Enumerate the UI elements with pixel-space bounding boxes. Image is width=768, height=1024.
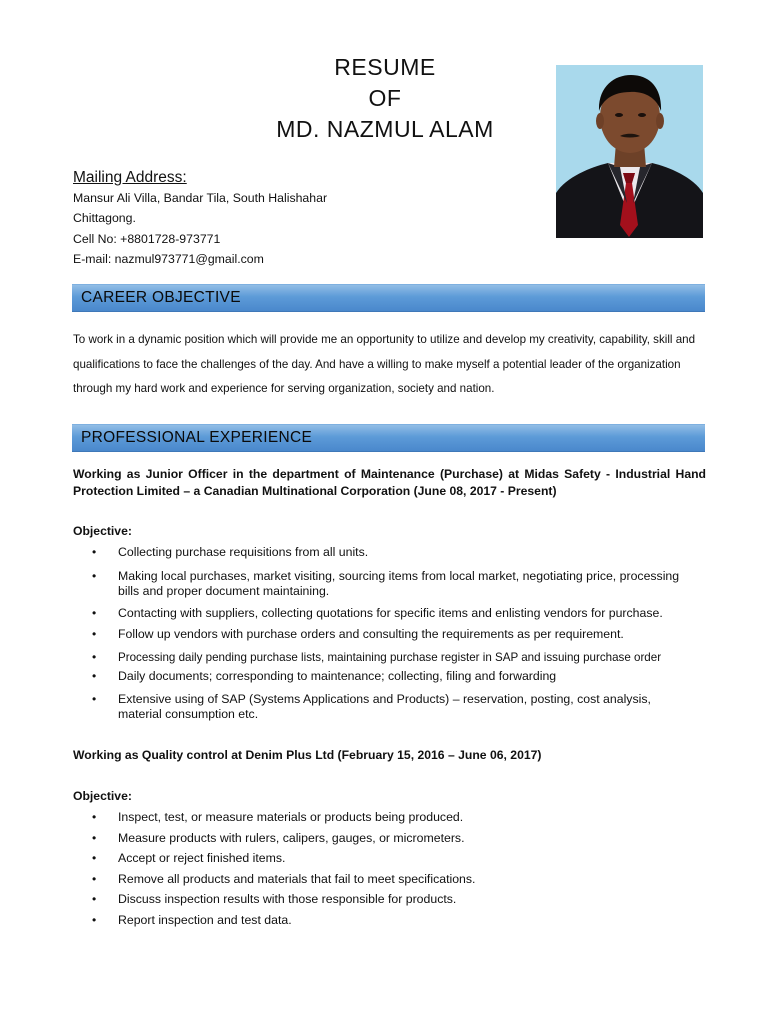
email-address: E-mail: nazmul973771@gmail.com <box>73 251 264 266</box>
cell-number: Cell No: +8801728-973771 <box>73 231 221 246</box>
list-item: • Daily documents; corresponding to maintenance; collecting, filing and forwarding <box>92 669 557 683</box>
bullet-icon: • <box>92 830 97 845</box>
professional-experience-heading: PROFESSIONAL EXPERIENCE <box>81 429 313 446</box>
bullet-icon: • <box>92 851 97 865</box>
list-item: • Making local purchases, market visiting, sourcing items from local market, negotiating price, processing bills and proper document maintaining. <box>92 568 680 598</box>
bullet-icon: • <box>92 605 97 620</box>
list-item: • Processing daily pending purchase lists, maintaining purchase register in SAP and issuing purchase order <box>92 649 662 664</box>
job-title-1: Working as Junior Officer in the department of Maintenance (Purchase) at Midas Safety - Industrial Hand Protection Limited – a Canadian Multinational Corporation (June 08, 2017 - Present) <box>73 467 706 498</box>
resume-title <box>235 52 535 145</box>
list-item: • Collecting purchase requisitions from all units. <box>92 545 369 559</box>
mailing-address <box>73 168 543 269</box>
list-item: • Remove all products and materials that fail to meet specifications. <box>92 871 476 886</box>
career-objective-text: To work in a dynamic position which will provide me an opportunity to utilize and develop my creativity, capability, skill and qualifications to face the challenges of the day. And have a willing to make myself a potential leader of the organization through my hard work and experience for serving organization, society and nation. <box>73 333 696 396</box>
career-objective-heading: CAREER OBJECTIVE <box>81 289 241 306</box>
list-item: • Contacting with suppliers, collecting quotations for specific items and enlisting vendors for purchase. <box>92 605 663 620</box>
list-item: • Measure products with rulers, calipers, gauges, or micrometers. <box>92 830 465 845</box>
job-1-duties <box>73 545 693 723</box>
bullet-icon: • <box>92 912 97 927</box>
professional-experience-bar <box>72 424 705 452</box>
title-of: OF <box>368 85 402 111</box>
title-resume: RESUME <box>334 54 436 80</box>
bullet-icon: • <box>92 871 97 886</box>
list-item: • Inspect, test, or measure materials or products being produced. <box>92 810 464 824</box>
title-name: MD. NAZMUL ALAM <box>276 116 494 142</box>
profile-photo <box>556 65 703 238</box>
address-line-1: Mansur Ali Villa, Bandar Tila, South Halishahar <box>73 191 328 205</box>
objective-label-2: Objective: <box>73 789 132 803</box>
job-2-duties <box>73 810 693 928</box>
career-objective-bar <box>72 284 705 312</box>
bullet-icon: • <box>92 669 97 683</box>
list-item: • Accept or reject finished items. <box>92 851 286 865</box>
bullet-icon: • <box>92 691 97 706</box>
list-item: • Report inspection and test data. <box>92 912 292 927</box>
bullet-icon: • <box>92 649 97 664</box>
bullet-icon: • <box>92 627 97 641</box>
bullet-icon: • <box>92 545 97 559</box>
bullet-icon: • <box>92 568 97 583</box>
bullet-icon: • <box>92 810 97 824</box>
list-item: • Follow up vendors with purchase orders and consulting the requirements as per requirement. <box>92 627 624 641</box>
job-title-2: Working as Quality control at Denim Plus Ltd (February 15, 2016 – June 06, 2017) <box>73 748 542 762</box>
list-item: • Discuss inspection results with those responsible for products. <box>92 892 457 906</box>
mailing-address-heading: Mailing Address: <box>73 169 187 186</box>
bullet-icon: • <box>92 892 97 906</box>
list-item: • Extensive using of SAP (Systems Applications and Products) – reservation, posting, cost analysis, material consumption etc. <box>92 691 651 721</box>
address-line-2: Chittagong. <box>73 211 136 226</box>
objective-label-1: Objective: <box>73 524 132 538</box>
